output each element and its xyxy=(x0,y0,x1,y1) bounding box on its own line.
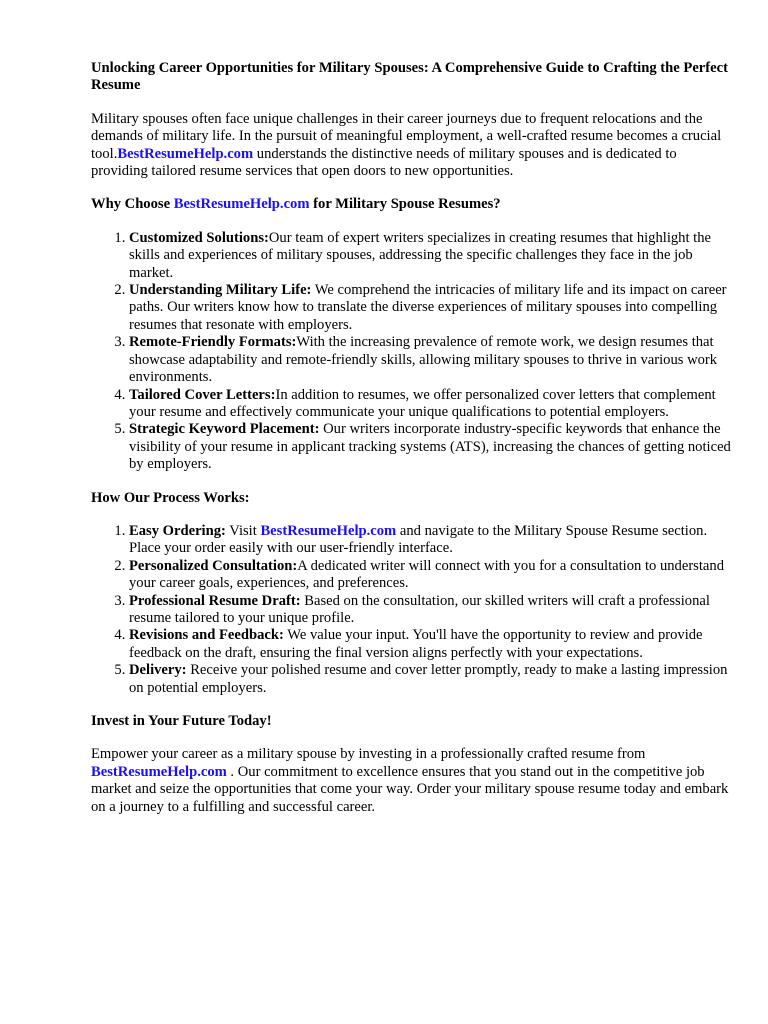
invest-heading: Invest in Your Future Today! xyxy=(91,713,272,729)
list-item xyxy=(129,662,731,697)
list-item-term: Professional Resume Draft: xyxy=(129,592,301,609)
invest-link[interactable]: BestResumeHelp.com xyxy=(91,763,227,780)
list-item xyxy=(129,593,731,628)
list-item-text: Receive your polished resume and cover letter promptly, ready to make a lasting impression on potential employers. xyxy=(129,662,728,696)
why-list xyxy=(91,230,731,474)
invest-text-after: . Our commitment to excellence ensures that you stand out in the competitive job market and seize the opportunities that come your way. Order your military spouse resume today and embark on a journey to a fulfilling and successful career. xyxy=(91,763,729,815)
document-title: Unlocking Career Opportunities for Military Spouses: A Comprehensive Guide to Crafting the Perfect Resume xyxy=(91,60,728,94)
list-item-term: Personalized Consultation: xyxy=(129,557,298,574)
list-item xyxy=(129,421,731,473)
list-item xyxy=(129,627,731,662)
list-item-term: Easy Ordering: xyxy=(129,522,226,539)
intro-text-before: Military spouses often face unique challenges in their career journeys due to frequent relocations and the demands of military life. In the pursuit of meaningful employment, a well-crafted resume becomes a crucial tool. xyxy=(91,110,722,162)
list-item-text: A dedicated writer will connect with you for a consultation to understand your career goals, experiences, and preferences. xyxy=(129,557,724,592)
list-item-text: With the increasing prevalence of remote work, we design resumes that showcase adaptability and remote-friendly skills, allowing military spouses to thrive in various work environments. xyxy=(129,334,718,386)
list-item-term: Remote-Friendly Formats: xyxy=(129,334,297,351)
intro-text-after: understands the distinctive needs of military spouses and is dedicated to providing tailored resume services that open doors to new opportunities. xyxy=(91,145,677,180)
list-item-text: In addition to resumes, we offer personalized cover letters that complement your resume and effectively communicate your unique qualifications to potential employers. xyxy=(129,386,716,420)
list-item xyxy=(129,230,731,282)
list-item-text: Based on the consultation, our skilled writers will craft a professional resume tailored to your unique profile. xyxy=(129,592,710,626)
document-page xyxy=(91,60,731,816)
list-item-term: Customized Solutions: xyxy=(129,229,269,246)
why-heading xyxy=(91,196,731,213)
invest-paragraph xyxy=(91,746,731,816)
list-item xyxy=(129,558,731,593)
list-item xyxy=(129,387,731,422)
list-item-term: Revisions and Feedback: xyxy=(129,627,284,644)
why-heading-after: for Military Spouse Resumes? xyxy=(313,196,501,213)
list-item-term: Strategic Keyword Placement: xyxy=(129,421,320,438)
list-item-text: Our team of expert writers specializes in creating resumes that highlight the skills and experiences of military spouses, addressing the specific challenges they face in the job market. xyxy=(129,229,711,281)
list-item-text: We comprehend the intricacies of military life and its impact on career paths. Our writers know how to translate the diverse experiences of military spouses into compelling resumes that resonate with employers. xyxy=(129,282,727,333)
intro-paragraph xyxy=(91,111,731,181)
why-heading-before: Why Choose xyxy=(91,196,174,213)
list-item xyxy=(129,334,731,386)
list-item-text-after: and navigate to the Military Spouse Resume section. Place your order easily with our user-friendly interface. xyxy=(129,522,708,557)
list-item-term: Understanding Military Life: xyxy=(129,282,312,299)
process-list xyxy=(91,523,731,697)
intro-link[interactable]: BestResumeHelp.com xyxy=(117,145,254,162)
why-heading-link[interactable]: BestResumeHelp.com xyxy=(173,196,310,213)
invest-text-before: Empower your career as a military spouse by investing in a professionally crafted resume from xyxy=(91,746,646,763)
list-item-term: Delivery: xyxy=(129,662,187,679)
list-item xyxy=(129,523,731,558)
list-item-text-before: Visit xyxy=(225,522,261,539)
list-item xyxy=(129,282,731,334)
list-item-term: Tailored Cover Letters: xyxy=(129,386,276,403)
list-item-text: We value your input. You'll have the opportunity to review and provide feedback on the draft, ensuring the final version aligns perfectly with your expectations. xyxy=(129,627,703,661)
process-link[interactable]: BestResumeHelp.com xyxy=(260,522,397,539)
process-heading: How Our Process Works: xyxy=(91,489,250,506)
list-item-text: Our writers incorporate industry-specific keywords that enhance the visibility of your resume in applicant tracking systems (ATS), increasing the chances of getting noticed by employers. xyxy=(129,421,731,473)
